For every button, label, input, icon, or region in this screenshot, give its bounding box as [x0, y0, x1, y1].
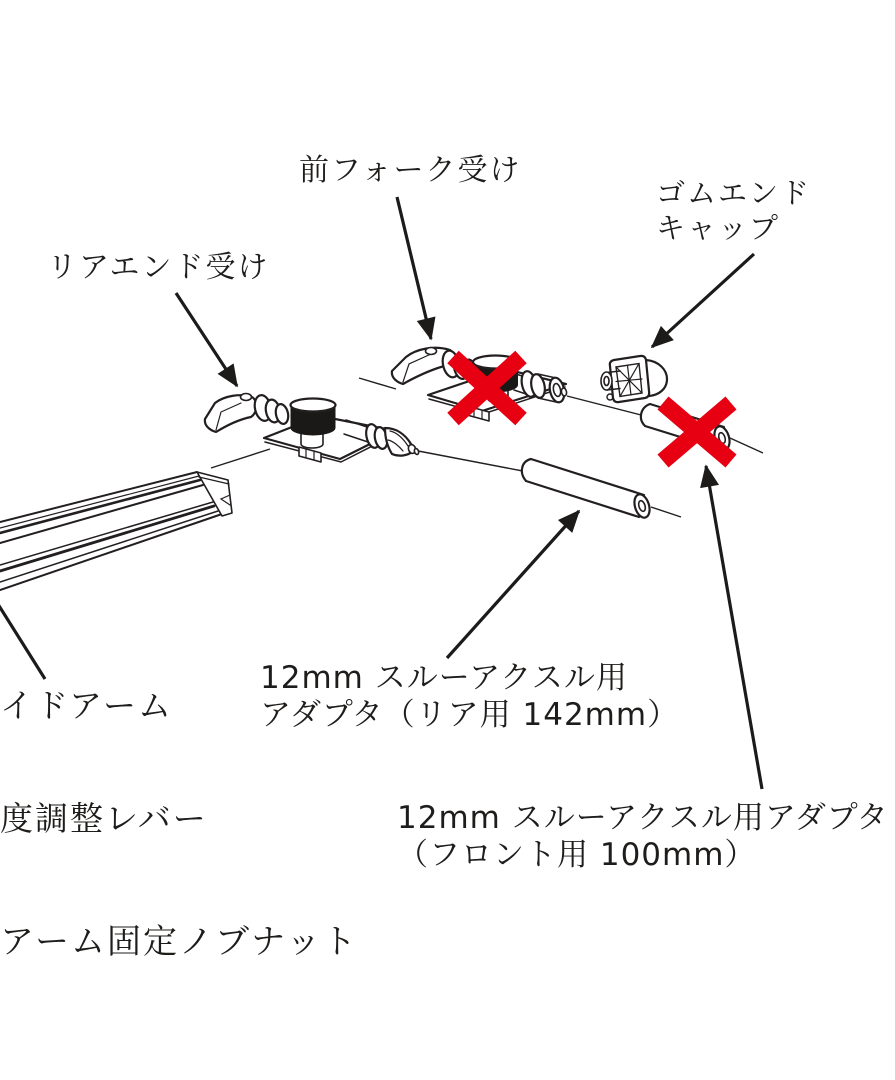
- label-rubber-end-cap-line1: ゴムエンド: [656, 176, 812, 210]
- label-arm-fixing-knob-nut: アーム固定ノブナット: [0, 922, 359, 962]
- label-front-axle-adapter-line1: 12mm スルーアクスル用アダプタ: [397, 800, 889, 836]
- label-rear-end-mount: リアエンド受け: [47, 250, 270, 285]
- arrow-front-adapter: [706, 466, 762, 789]
- rubber-end-cap-illustration: [601, 356, 667, 402]
- rear-adapter-tube-illustration: [522, 459, 652, 520]
- label-rear-axle-adapter: [260, 660, 679, 734]
- slide-arm-leader-line: [0, 601, 45, 679]
- arrow-rear-end-mount: [176, 293, 237, 386]
- arrow-rubber-end-cap: [652, 254, 754, 347]
- label-front-fork-mount: 前フォーク受け: [299, 153, 522, 188]
- label-rear-axle-adapter-line2: アダプタ（リア用 142mm）: [260, 697, 680, 734]
- label-rubber-end-cap: [656, 176, 811, 246]
- arrow-front-fork-mount: [397, 197, 431, 339]
- label-rear-axle-adapter-line1: 12mm スルーアクスル用: [260, 660, 628, 696]
- arrow-rear-adapter: [447, 511, 579, 658]
- label-front-axle-adapter: [397, 800, 889, 874]
- rear-end-mount-illustration: [205, 394, 420, 463]
- label-front-axle-adapter-line2: （フロント用 100mm）: [397, 837, 757, 874]
- label-angle-adjust-lever: 度調整レバー: [0, 799, 208, 838]
- label-rubber-end-cap-line2: キャップ: [656, 210, 781, 245]
- label-slide-arm: イドアーム: [0, 686, 174, 725]
- slide-arm-illustration: [0, 472, 232, 590]
